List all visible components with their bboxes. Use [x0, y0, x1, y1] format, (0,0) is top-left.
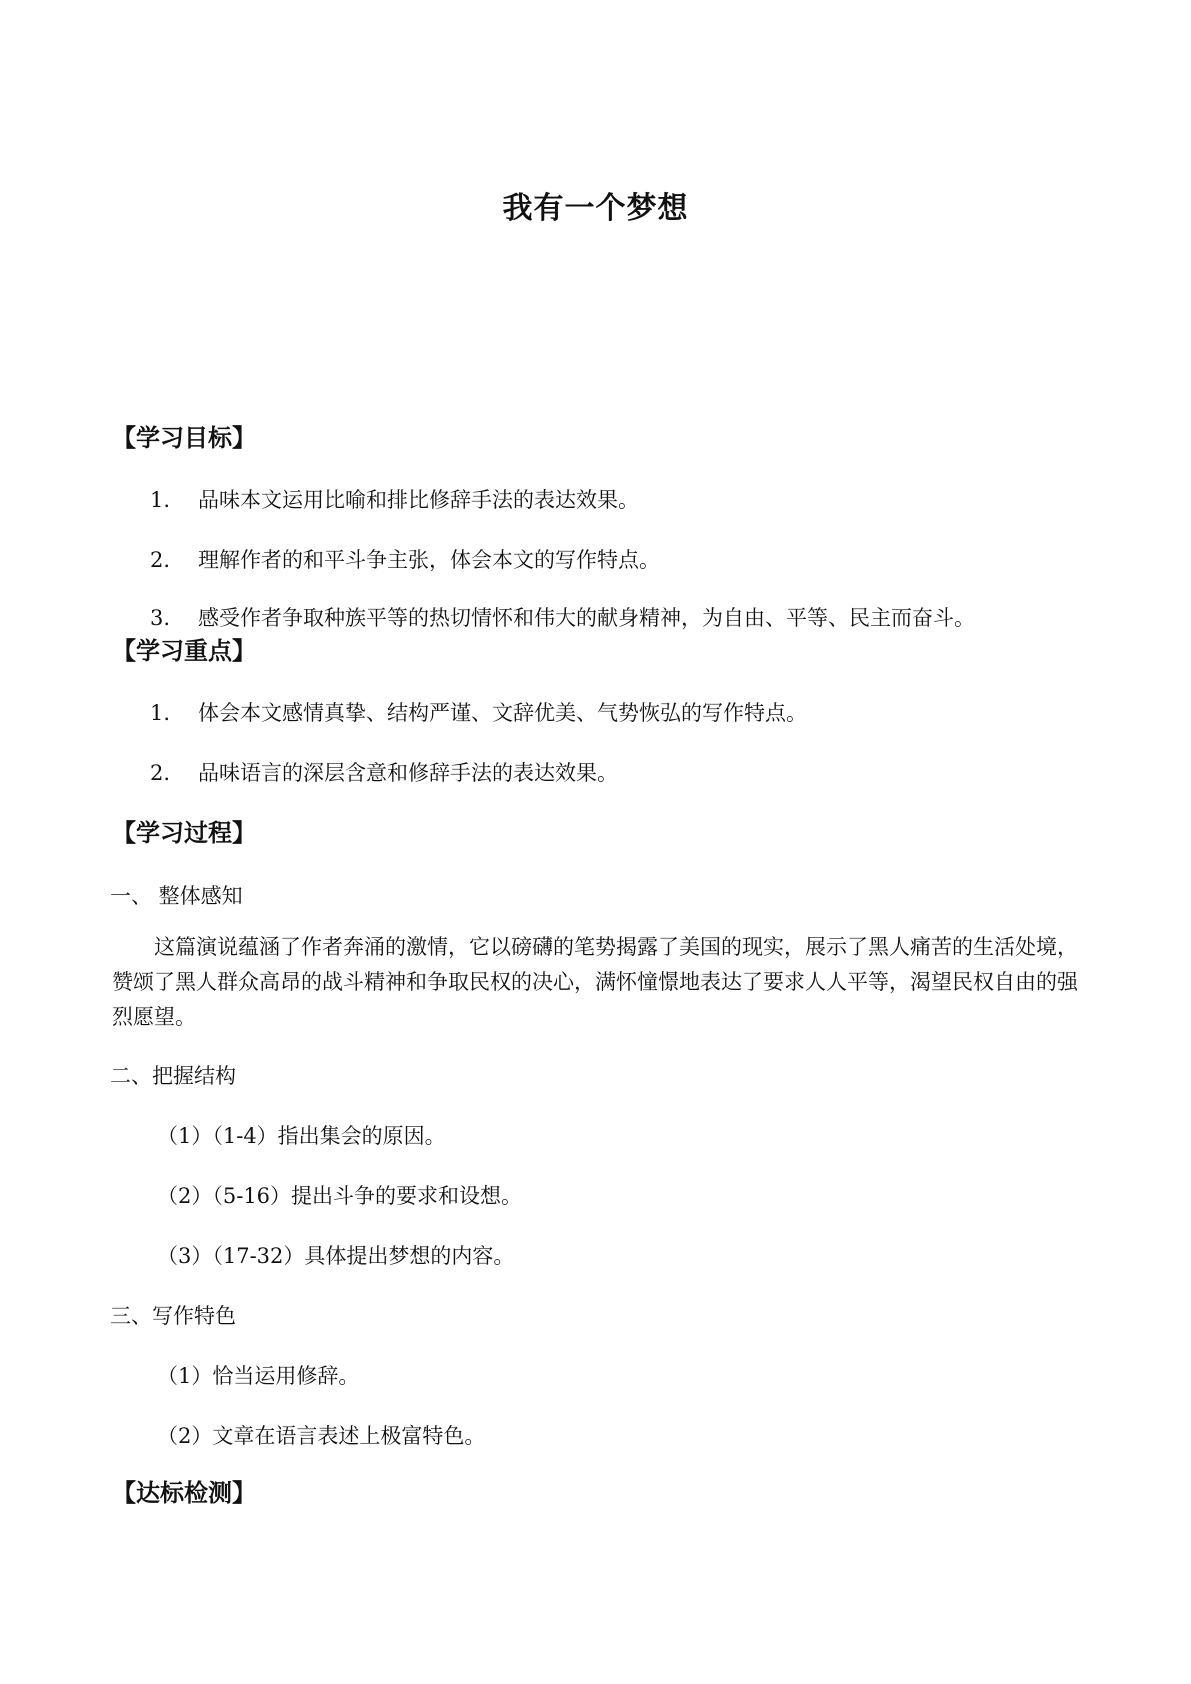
goal-item-text: 品味本文运用比喻和排比修辞手法的表达效果。	[198, 488, 639, 512]
keypoint-item-text: 体会本文感情真挚、结构严谨、文辞优美、气势恢弘的写作特点。	[198, 701, 807, 725]
goal-item-number: 2.	[150, 548, 171, 572]
structure-item-1: （1）（1-4）指出集会的原因。	[157, 1124, 446, 1148]
process-part3-title: 三、写作特色	[110, 1304, 236, 1328]
heading-learning-process: 【学习过程】	[112, 818, 256, 847]
feature-item-1: （1）恰当运用修辞。	[157, 1364, 360, 1388]
goal-item-2	[150, 544, 660, 574]
heading-assessment: 【达标检测】	[112, 1478, 256, 1507]
goal-item-1	[150, 484, 639, 514]
process-part2-title: 二、把握结构	[110, 1064, 236, 1088]
goal-item-text: 理解作者的和平斗争主张，体会本文的写作特点。	[198, 548, 660, 572]
keypoint-item-2	[150, 757, 618, 787]
keypoint-item-number: 1.	[150, 701, 171, 725]
goal-item-3	[150, 602, 975, 632]
keypoint-item-number: 2.	[150, 761, 171, 785]
structure-item-3: （3）（17-32）具体提出梦想的内容。	[157, 1244, 515, 1268]
keypoint-item-text: 品味语言的深层含意和修辞手法的表达效果。	[198, 761, 618, 785]
process-part1-paragraph: 这篇演说蕴涵了作者奔涌的激情，它以磅礴的笔势揭露了美国的现实，展示了黑人痛苦的生活处境，赞颂了黑人群众高昂的战斗精神和争取民权的决心，满怀憧憬地表达了要求人人平等，渴望民权自由的强烈愿望。	[112, 935, 1078, 1029]
goal-item-number: 3.	[150, 606, 171, 630]
process-part1-title: 一、 整体感知	[110, 884, 243, 908]
goal-item-text: 感受作者争取种族平等的热切情怀和伟大的献身精神，为自由、平等、民主而奋斗。	[198, 606, 975, 630]
document-title: 我有一个梦想	[502, 191, 689, 226]
goal-item-number: 1.	[150, 488, 171, 512]
feature-item-2: （2）文章在语言表述上极富特色。	[157, 1424, 486, 1448]
heading-key-points: 【学习重点】	[112, 636, 256, 665]
heading-learning-goals: 【学习目标】	[112, 423, 256, 452]
structure-item-2: （2）（5-16）提出斗争的要求和设想。	[157, 1184, 523, 1208]
keypoint-item-1	[150, 697, 807, 727]
